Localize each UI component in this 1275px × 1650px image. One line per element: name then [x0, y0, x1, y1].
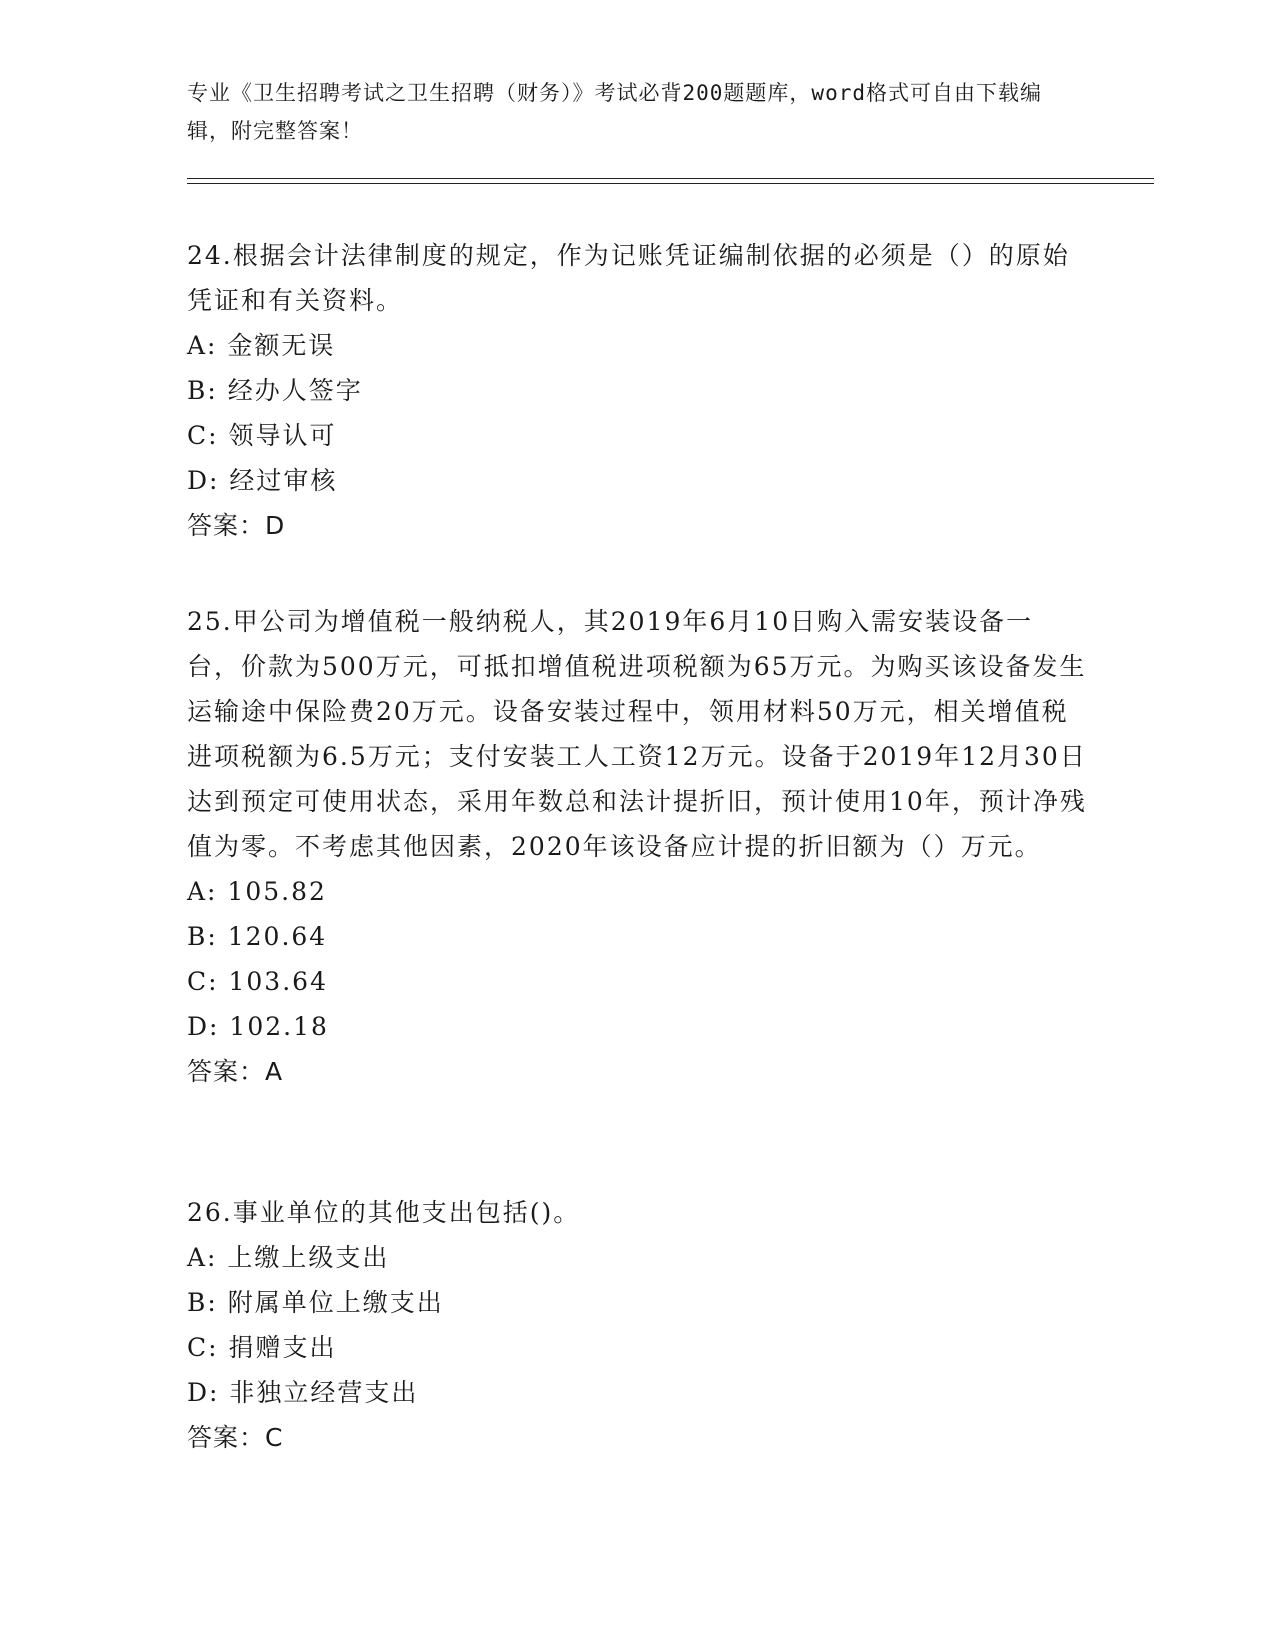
- question-stem: 25.甲公司为增值税一般纳税人，其2019年6月10日购入需安装设备一台，价款为500万元，可抵扣增值税进项税额为65万元。为购买该设备发生运输途中保险费20万元。设备安装过程中，领用材料50万元，相关增值税进项税额为6.5万元；支付安装工人工资12万元。设备于2019年12月30日达到预定可使用状态，采用年数总和法计提折旧，预计使用10年，预计净残值为零。不考虑其他因素，2020年该设备应计提的折旧额为（）万元。: [187, 607, 1087, 861]
- question-stem: 24.根据会计法律制度的规定，作为记账凭证编制依据的必须是（）的原始凭证和有关资料。: [187, 241, 1070, 315]
- option-c: C: 领导认可: [187, 421, 337, 450]
- question-26: [187, 1190, 1087, 1460]
- option-a: A: 105.82: [187, 877, 327, 906]
- document-intro: 专业《卫生招聘考试之卫生招聘（财务）》考试必背200题题库，word格式可自由下载编辑，附完整答案！: [187, 81, 1042, 143]
- option-a: A: 上缴上级支出: [187, 1243, 390, 1272]
- option-b: B: 附属单位上缴支出: [187, 1288, 444, 1317]
- header-divider-bottom: [187, 183, 1154, 184]
- option-b: B: 120.64: [187, 922, 328, 951]
- answer-label: 答案：A: [187, 1057, 284, 1086]
- question-24: [187, 233, 1087, 548]
- answer-label: 答案：D: [187, 511, 286, 540]
- option-a: A: 金额无误: [187, 331, 336, 360]
- header-divider-top: [187, 178, 1154, 179]
- option-b: B: 经办人签字: [187, 376, 363, 405]
- question-stem: 26.事业单位的其他支出包括()。: [187, 1198, 581, 1227]
- option-c: C: 捐赠支出: [187, 1333, 337, 1362]
- option-c: C: 103.64: [187, 967, 328, 996]
- option-d: D: 102.18: [187, 1012, 329, 1041]
- option-d: D: 经过审核: [187, 466, 338, 495]
- option-d: D: 非独立经营支出: [187, 1378, 419, 1407]
- question-25: [187, 599, 1087, 1094]
- answer-label: 答案：C: [187, 1423, 284, 1452]
